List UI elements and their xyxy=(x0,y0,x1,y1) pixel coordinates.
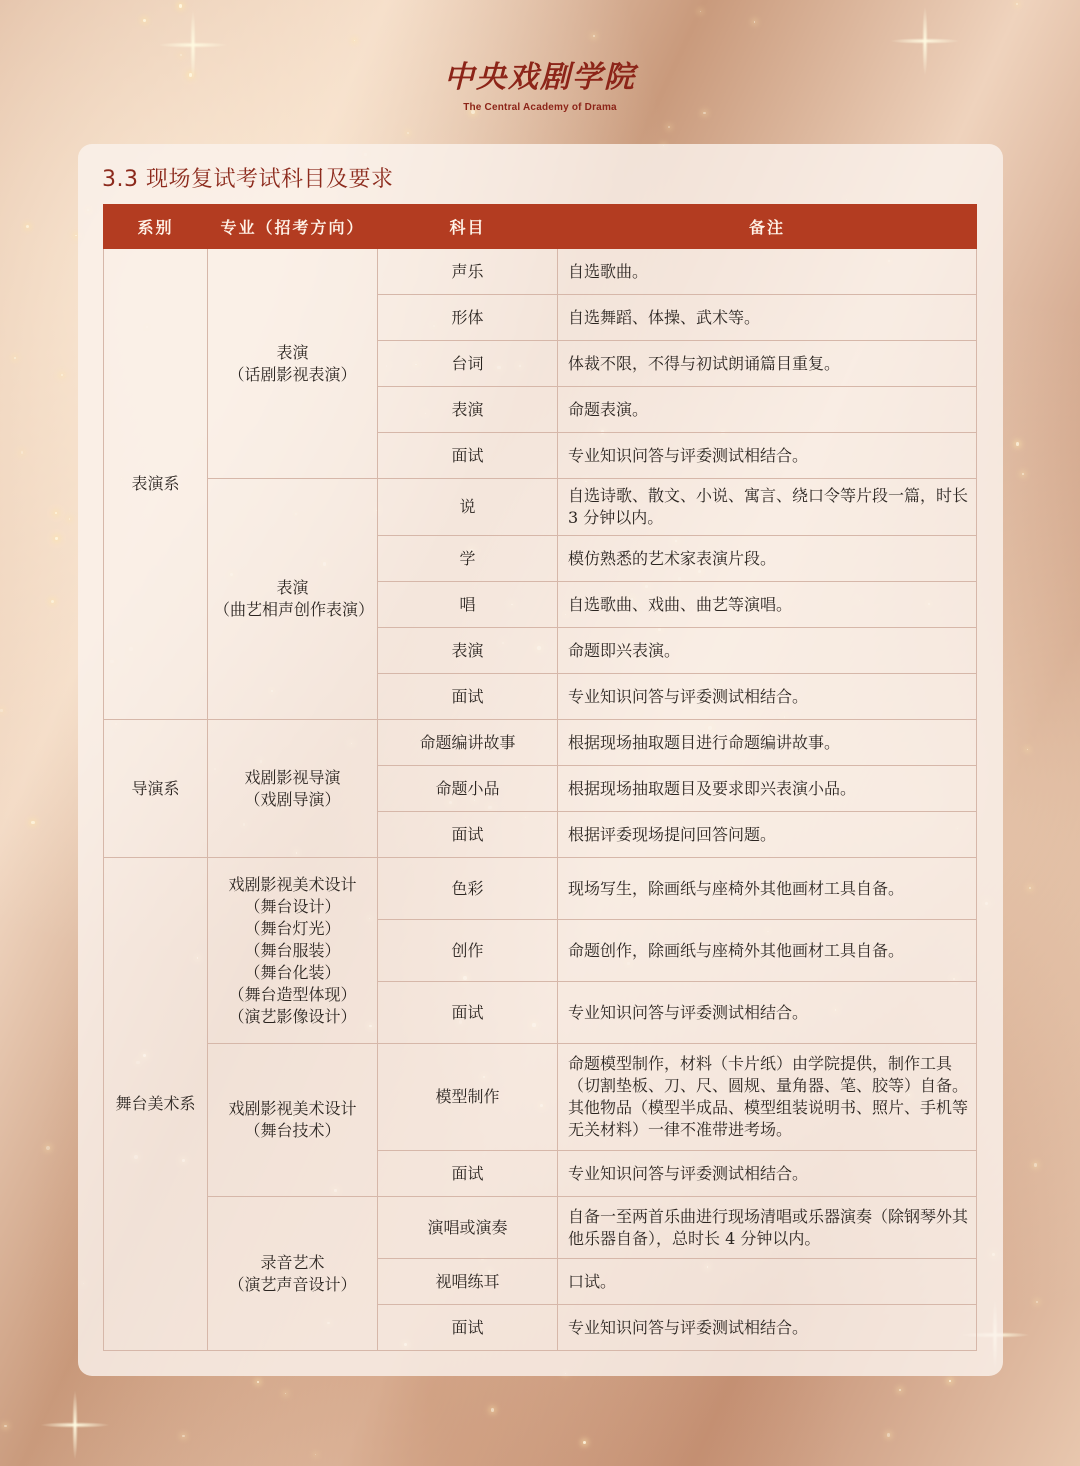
note-cell: 根据现场抽取题目及要求即兴表演小品。 xyxy=(558,766,977,812)
subject-cell: 表演 xyxy=(378,628,558,674)
subject-cell: 声乐 xyxy=(378,249,558,295)
note-cell: 自选歌曲、戏曲、曲艺等演唱。 xyxy=(558,582,977,628)
table-header-row xyxy=(104,205,977,249)
department-cell: 表演系 xyxy=(104,249,208,720)
sparkle-dot xyxy=(491,1408,495,1412)
sparkle-dot xyxy=(0,709,2,711)
sparkle-star-icon xyxy=(890,6,960,76)
sparkle-dot xyxy=(55,537,57,539)
sparkle-dot xyxy=(182,1435,184,1437)
section-title: 3.3 现场复试考试科目及要求 xyxy=(102,167,394,192)
subject-cell: 模型制作 xyxy=(378,1044,558,1151)
note-cell: 专业知识问答与评委测试相结合。 xyxy=(558,1305,977,1351)
sparkle-dot xyxy=(46,1146,50,1150)
subject-cell: 命题编讲故事 xyxy=(378,720,558,766)
sparkle-dot xyxy=(31,821,34,824)
note-cell: 专业知识问答与评委测试相结合。 xyxy=(558,1151,977,1197)
note-cell: 根据现场抽取题目进行命题编讲故事。 xyxy=(558,720,977,766)
header-subject: 科目 xyxy=(378,205,558,249)
sparkle-dot xyxy=(354,40,355,41)
table-row xyxy=(104,1044,977,1151)
sparkle-dot xyxy=(1027,749,1028,750)
sparkle-dot xyxy=(14,357,15,358)
sparkle-dot xyxy=(1036,1301,1038,1303)
note-cell: 专业知识问答与评委测试相结合。 xyxy=(558,433,977,479)
sparkle-dot xyxy=(949,1380,951,1382)
subject-cell: 表演 xyxy=(378,387,558,433)
sparkle-dot xyxy=(61,374,63,376)
note-cell: 口试。 xyxy=(558,1259,977,1305)
note-cell: 命题创作，除画纸与座椅外其他画材工具自备。 xyxy=(558,920,977,982)
major-cell: 表演 （话剧影视表演） xyxy=(208,249,378,479)
table-row xyxy=(104,720,977,766)
sparkle-dot xyxy=(143,19,146,22)
sparkle-dot xyxy=(1034,1163,1038,1167)
sparkle-dot xyxy=(69,518,71,520)
sparkle-dot xyxy=(179,4,183,8)
sparkle-dot xyxy=(51,600,54,603)
sparkle-dot xyxy=(700,11,701,12)
subject-cell: 演唱或演奏 xyxy=(378,1197,558,1259)
sparkle-dot xyxy=(899,1389,901,1391)
sparkle-dot xyxy=(55,512,57,514)
sparkle-dot xyxy=(668,126,670,128)
subject-cell: 面试 xyxy=(378,1151,558,1197)
sparkle-dot xyxy=(1016,442,1020,446)
major-cell: 戏剧影视美术设计 （舞台设计） （舞台灯光） （舞台服装） （舞台化装） （舞台造型体现） （演艺影像设计） xyxy=(208,858,378,1044)
header-department: 系别 xyxy=(104,205,208,249)
subject-cell: 面试 xyxy=(378,812,558,858)
note-cell: 体裁不限，不得与初试朗诵篇目重复。 xyxy=(558,341,977,387)
subject-cell: 台词 xyxy=(378,341,558,387)
subject-cell: 学 xyxy=(378,536,558,582)
note-cell: 根据评委现场提问回答问题。 xyxy=(558,812,977,858)
subject-cell: 色彩 xyxy=(378,858,558,920)
note-cell: 自选诗歌、散文、小说、寓言、绕口令等片段一篇，时长 3 分钟以内。 xyxy=(558,479,977,536)
note-cell: 命题表演。 xyxy=(558,387,977,433)
sparkle-dot xyxy=(1029,887,1031,889)
subject-cell: 说 xyxy=(378,479,558,536)
note-cell: 专业知识问答与评委测试相结合。 xyxy=(558,982,977,1044)
table-row xyxy=(104,479,977,536)
subject-cell: 面试 xyxy=(378,433,558,479)
sparkle-dot xyxy=(703,112,705,114)
sparkle-star-icon xyxy=(158,10,228,80)
sparkle-dot xyxy=(593,35,595,37)
sparkle-dot xyxy=(1016,3,1018,5)
subject-cell: 创作 xyxy=(378,920,558,982)
subject-cell: 面试 xyxy=(378,1305,558,1351)
header-note: 备注 xyxy=(558,205,977,249)
logo-chinese-name: 中央戏剧学院 xyxy=(444,60,636,95)
sparkle-dot xyxy=(315,1454,316,1455)
table-row xyxy=(104,249,977,295)
exam-requirements-table xyxy=(103,204,977,1351)
header-major: 专业（招考方向） xyxy=(208,205,378,249)
sparkle-dot xyxy=(75,235,76,236)
sparkle-dot xyxy=(285,1393,286,1394)
sparkle-star-icon xyxy=(40,1390,110,1460)
logo-english-name: The Central Academy of Drama xyxy=(463,102,617,113)
note-cell: 命题即兴表演。 xyxy=(558,628,977,674)
note-cell: 模仿熟悉的艺术家表演片段。 xyxy=(558,536,977,582)
subject-cell: 唱 xyxy=(378,582,558,628)
sparkle-dot xyxy=(257,1381,259,1383)
major-cell: 戏剧影视美术设计 （舞台技术） xyxy=(208,1044,378,1197)
sparkle-dot xyxy=(887,1433,890,1436)
table-row xyxy=(104,1197,977,1259)
sparkle-dot xyxy=(754,21,755,22)
note-cell: 自备一至两首乐曲进行现场清唱或乐器演奏（除钢琴外其他乐器自备），总时长 4 分钟以内。 xyxy=(558,1197,977,1259)
subject-cell: 面试 xyxy=(378,982,558,1044)
note-cell: 自选歌曲。 xyxy=(558,249,977,295)
academy-logo xyxy=(440,60,640,113)
department-cell: 舞台美术系 xyxy=(104,858,208,1351)
major-cell: 录音艺术 （演艺声音设计） xyxy=(208,1197,378,1351)
note-cell: 命题模型制作，材料（卡片纸）由学院提供，制作工具（切割垫板、刀、尺、圆规、量角器、笔、胶等）自备。其他物品（模型半成品、模型组装说明书、照片、手机等无关材料）一律不准带进考场。 xyxy=(558,1044,977,1151)
subject-cell: 形体 xyxy=(378,295,558,341)
note-cell: 现场写生，除画纸与座椅外其他画材工具自备。 xyxy=(558,858,977,920)
sparkle-dot xyxy=(407,132,410,135)
subject-cell: 命题小品 xyxy=(378,766,558,812)
note-cell: 专业知识问答与评委测试相结合。 xyxy=(558,674,977,720)
sparkle-dot xyxy=(1022,473,1024,475)
major-cell: 戏剧影视导演 （戏剧导演） xyxy=(208,720,378,858)
subject-cell: 视唱练耳 xyxy=(378,1259,558,1305)
sparkle-dot xyxy=(4,1425,7,1428)
note-cell: 自选舞蹈、体操、武术等。 xyxy=(558,295,977,341)
subject-cell: 面试 xyxy=(378,674,558,720)
major-cell: 表演 （曲艺相声创作表演） xyxy=(208,479,378,720)
table-row xyxy=(104,858,977,920)
sparkle-dot xyxy=(21,451,24,454)
department-cell: 导演系 xyxy=(104,720,208,858)
sparkle-dot xyxy=(583,1441,586,1444)
sparkle-dot xyxy=(26,225,29,228)
